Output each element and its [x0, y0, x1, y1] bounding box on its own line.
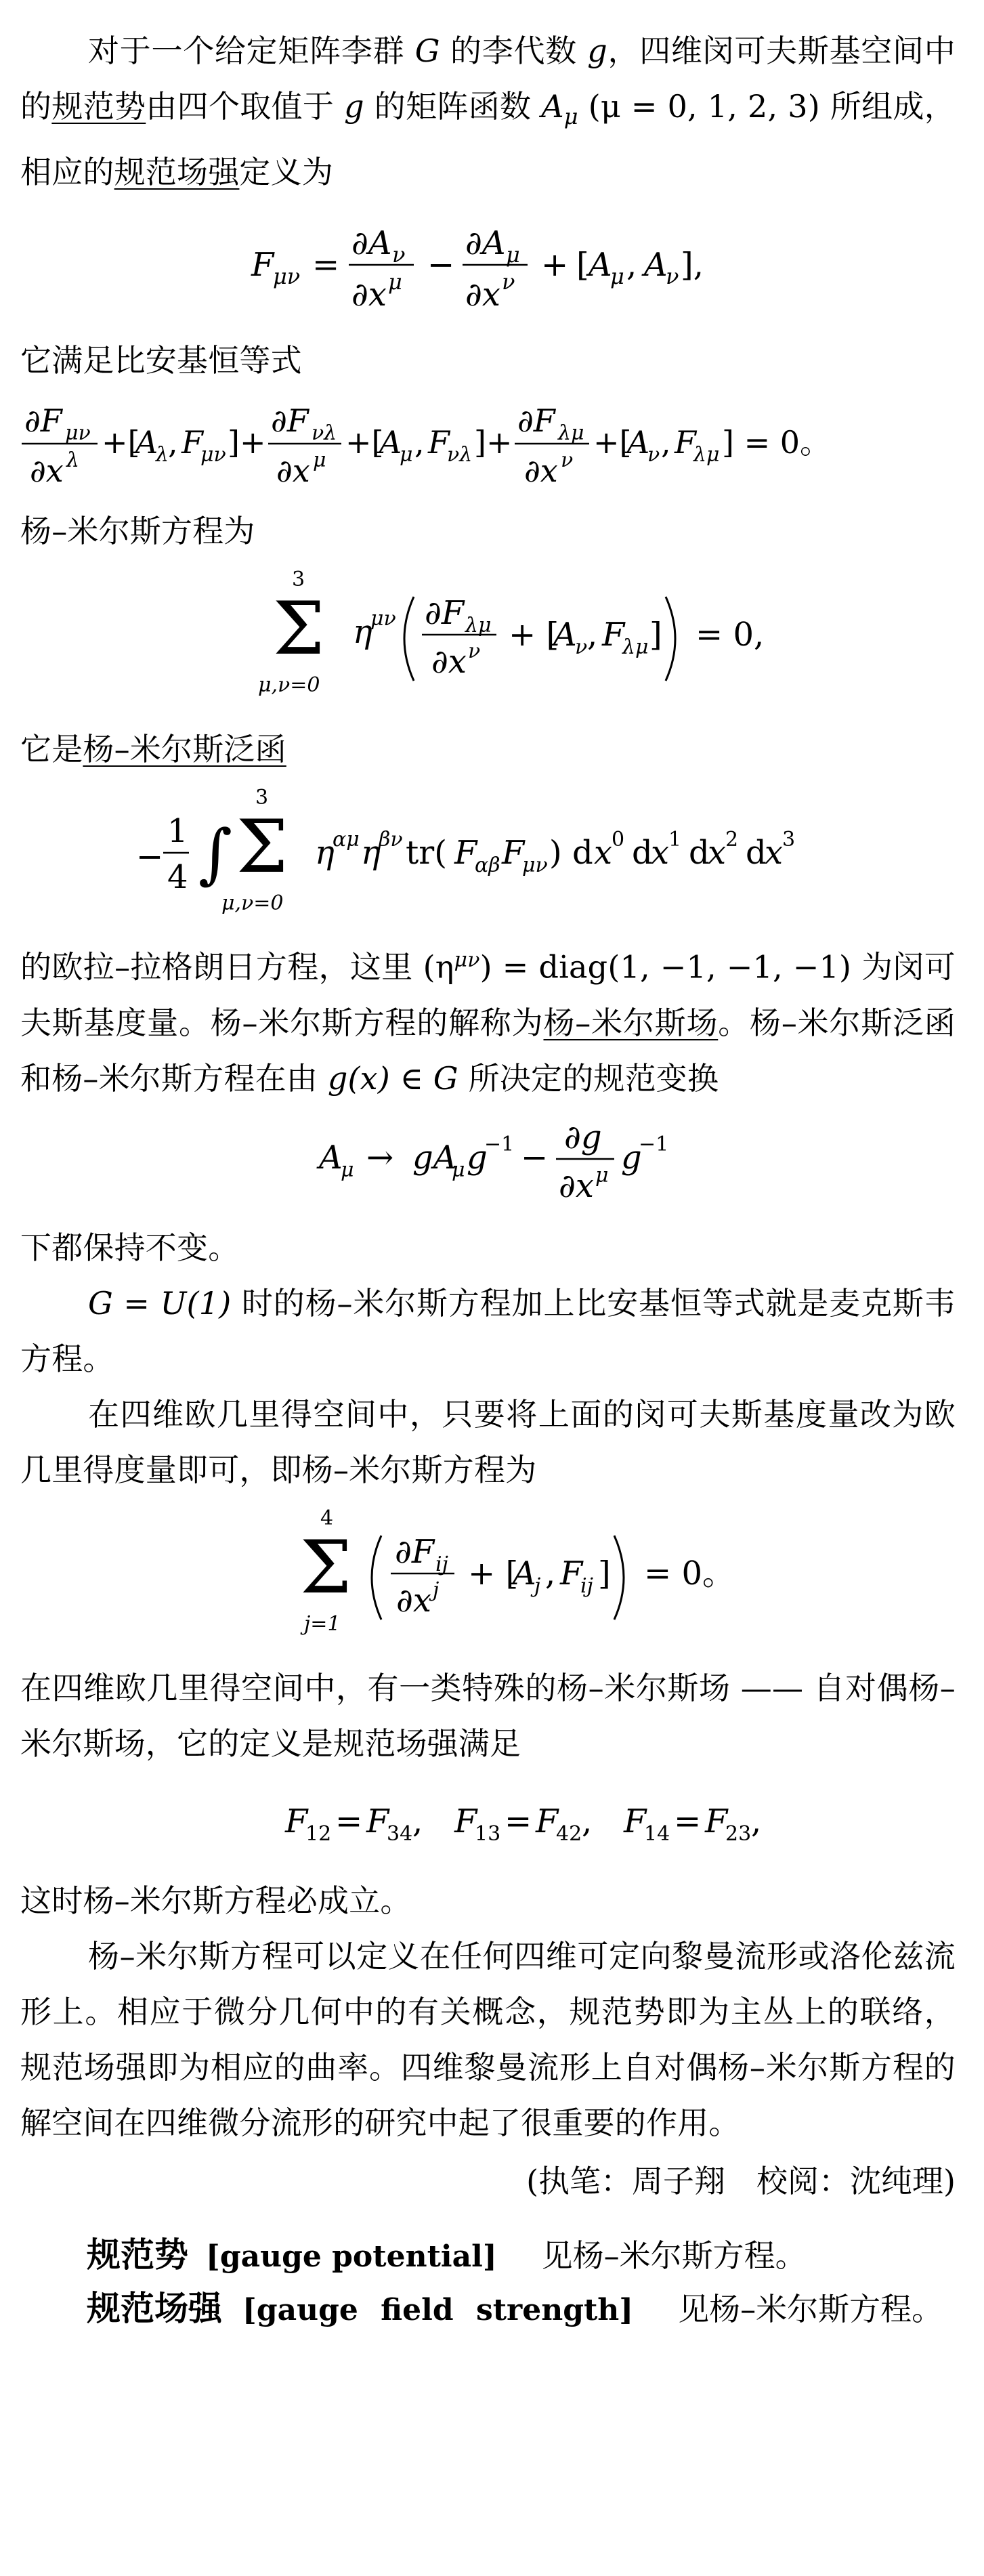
svg-text:μν: μν	[65, 421, 91, 446]
math-A: A	[541, 88, 564, 125]
svg-text:,: ,	[626, 246, 637, 284]
svg-text:],: ],	[680, 246, 704, 284]
svg-text:ij: ij	[580, 1574, 593, 1598]
svg-text:μ: μ	[451, 1158, 465, 1182]
math-G: G	[414, 33, 440, 69]
svg-text:ν: ν	[574, 635, 587, 660]
svg-text:μ: μ	[505, 242, 520, 268]
svg-text:F: F	[428, 424, 450, 461]
svg-text:d: d	[631, 834, 653, 872]
text: 定义为	[239, 154, 334, 191]
svg-text:λμ: λμ	[622, 635, 649, 660]
svg-text:=: =	[312, 246, 339, 284]
svg-text:αβ: αβ	[474, 853, 500, 878]
yang-mills-holds-text: 这时杨–米尔斯方程必成立。	[20, 1882, 412, 1919]
svg-text:F: F	[181, 424, 203, 461]
svg-text:42: 42	[555, 1821, 582, 1846]
text: 由四个取值于	[146, 88, 345, 125]
equation-bianchi	[20, 388, 956, 503]
math-gx: g(x) ∈ G	[327, 1059, 458, 1097]
svg-text:,: ,	[586, 616, 597, 654]
svg-text:F: F	[284, 1802, 307, 1840]
svg-text:μν: μν	[370, 607, 396, 631]
svg-text:η: η	[360, 834, 381, 872]
svg-text:14: 14	[643, 1821, 670, 1846]
text: 所决定的规范变换	[458, 1059, 719, 1097]
svg-text:+ [: + [	[508, 616, 559, 654]
svg-text:,: ,	[750, 1802, 761, 1840]
entry-headword: 规范势	[87, 2235, 188, 2275]
equation-functional	[20, 777, 956, 933]
svg-text:∂x: ∂x	[351, 276, 387, 314]
svg-text:∂F: ∂F	[394, 1532, 434, 1571]
svg-text:x: x	[650, 834, 669, 872]
text: 所组成，相应的	[20, 88, 956, 191]
term-yang-mills-field[interactable]: 杨–米尔斯场	[543, 1004, 719, 1041]
self-dual-paragraph: 在四维欧几里得空间中，有一类特殊的杨–米尔斯场 —— 自对偶杨–米尔斯场，它的定义是规范场强满足	[20, 1669, 956, 1762]
svg-text:F: F	[623, 1802, 646, 1840]
math-G-U1: G = U(1)	[88, 1284, 232, 1322]
svg-text:,: ,	[581, 1802, 592, 1840]
svg-text:23: 23	[725, 1821, 751, 1846]
svg-text:]: ]	[649, 616, 662, 654]
svg-text:+ [: + [	[467, 1554, 518, 1592]
svg-text:= 0,: = 0,	[695, 616, 764, 654]
svg-text:+[: +[	[345, 424, 384, 461]
svg-text:+[: +[	[593, 424, 632, 461]
svg-text:F: F	[675, 424, 696, 461]
svg-text:νλ: νλ	[312, 421, 337, 446]
svg-text:2: 2	[725, 828, 738, 852]
svg-text:ν: ν	[665, 263, 679, 290]
svg-text:1: 1	[668, 828, 681, 852]
svg-text:F: F	[366, 1802, 389, 1840]
svg-text:4: 4	[320, 1506, 333, 1530]
svg-text:λμ: λμ	[693, 443, 720, 467]
svg-text:−1: −1	[638, 1132, 668, 1156]
text: 的李代数	[440, 33, 588, 69]
svg-text:[: [	[576, 246, 589, 284]
svg-text:4: 4	[167, 858, 188, 897]
svg-text:αμ: αμ	[332, 828, 360, 852]
svg-text:3: 3	[782, 828, 795, 852]
svg-text:∂x: ∂x	[431, 643, 467, 681]
svg-text:F: F	[251, 246, 274, 284]
manifold-paragraph: 杨–米尔斯方程可以定义在任何四维可定向黎曼流形或洛伦兹流形上。相应于微分几何中的有关概念，规范势即为主丛上的联络，规范场强即为相应的曲率。四维黎曼流形上自对偶杨–米尔斯方程的解空间在四维微分流形的研究中起了很重要的作用。	[20, 1937, 956, 2141]
text: 对于一个给定矩阵李群	[88, 33, 415, 69]
yang-mills-intro: 杨–米尔斯方程为	[20, 513, 255, 550]
text: 时的杨–米尔斯方程加上比安基恒等式就是麦克斯韦方程。	[20, 1284, 956, 1377]
svg-text:F: F	[454, 834, 477, 872]
dictionary-entry-gauge-field-strength	[20, 2283, 956, 2336]
svg-text:η: η	[352, 613, 372, 652]
svg-text:A: A	[135, 424, 158, 461]
svg-text:F: F	[704, 1802, 727, 1840]
math-range: (μ = 0, 1, 2, 3)	[578, 88, 820, 125]
svg-text:F: F	[601, 616, 624, 654]
equation-euclidean-yang-mills	[20, 1498, 956, 1660]
equation-self-dual	[20, 1771, 956, 1873]
functional-intro	[20, 721, 956, 777]
invariance-text: 下都保持不变。	[20, 1229, 240, 1266]
svg-text:Σ: Σ	[272, 587, 324, 672]
term-gauge-potential[interactable]: 规范势	[51, 88, 146, 125]
intro-paragraph	[20, 23, 956, 200]
svg-text:tr(: tr(	[405, 834, 447, 872]
svg-text:μν: μν	[272, 263, 300, 290]
math-mu-nu: μν	[454, 948, 480, 973]
svg-text:ν: ν	[467, 639, 480, 664]
svg-text:∂x: ∂x	[30, 452, 64, 490]
svg-text:j=1: j=1	[303, 1611, 341, 1636]
svg-text:A: A	[643, 246, 668, 284]
svg-text:−: −	[520, 1138, 548, 1177]
svg-text:x: x	[593, 834, 612, 872]
svg-text:d: d	[688, 834, 710, 872]
svg-text:μν: μν	[200, 443, 226, 467]
svg-text:∂A: ∂A	[351, 224, 391, 263]
svg-text:∂x: ∂x	[276, 452, 310, 490]
svg-text:→: →	[366, 1138, 393, 1177]
entry-english: [gauge field strength]	[242, 2292, 634, 2327]
svg-text:j: j	[534, 1574, 540, 1598]
math-g: g	[587, 33, 607, 69]
svg-text:Σ: Σ	[236, 805, 288, 890]
svg-text:F: F	[559, 1554, 582, 1592]
math-mu: μ	[563, 104, 578, 130]
svg-text:μ: μ	[340, 1158, 354, 1182]
svg-text:]+: ]+	[474, 424, 513, 461]
svg-text:−: −	[135, 838, 163, 877]
svg-text:,: ,	[412, 1802, 423, 1840]
svg-text:gA: gA	[412, 1138, 456, 1177]
svg-text:A: A	[588, 246, 612, 284]
svg-text:λ: λ	[66, 448, 80, 473]
svg-text:=: =	[335, 1802, 362, 1840]
text: 。杨–米尔斯泛函和杨–米尔斯方程在由	[20, 1004, 956, 1097]
svg-text:−1: −1	[484, 1132, 514, 1156]
svg-text:μν: μν	[521, 853, 548, 878]
svg-text:A: A	[553, 616, 577, 654]
svg-text:A: A	[627, 424, 650, 461]
equation-gauge-transform	[20, 1106, 956, 1220]
svg-text:=: =	[673, 1802, 701, 1840]
equation-yang-mills	[20, 559, 956, 721]
svg-text:A: A	[318, 1138, 343, 1177]
svg-text:∂x: ∂x	[524, 452, 558, 490]
math-g: g	[344, 88, 364, 125]
svg-text:= 0。: = 0。	[643, 1554, 735, 1592]
svg-text:,: ,	[661, 424, 671, 461]
svg-text:λμ: λμ	[465, 614, 492, 638]
svg-text:∂F: ∂F	[271, 402, 309, 440]
svg-text:3: 3	[291, 568, 305, 592]
svg-text:∂x: ∂x	[395, 1581, 431, 1620]
text: ) = diag(1, −1, −1, −1) 为闵可夫斯基度量。杨–米尔斯方程的解称为	[20, 948, 956, 1041]
svg-text:μ,ν=0: μ,ν=0	[221, 891, 283, 916]
svg-text:ν: ν	[391, 242, 405, 268]
svg-text:∂x: ∂x	[558, 1166, 594, 1205]
svg-text:βν: βν	[378, 828, 403, 852]
svg-text:∫: ∫	[198, 816, 232, 892]
svg-text:ν: ν	[561, 448, 574, 473]
svg-text:,: ,	[414, 424, 425, 461]
entry-cross-reference[interactable]: 见杨–米尔斯方程。	[541, 2237, 807, 2274]
svg-text:∂F: ∂F	[24, 402, 62, 440]
svg-text:=: =	[504, 1802, 532, 1840]
svg-text:F: F	[454, 1802, 477, 1840]
svg-text:μ: μ	[595, 1163, 608, 1187]
text: 的矩阵函数	[364, 88, 542, 125]
svg-text:ij: ij	[435, 1552, 448, 1576]
svg-text:12: 12	[305, 1821, 331, 1846]
entry-headword: 规范场强	[87, 2288, 222, 2328]
svg-text:+: +	[540, 246, 568, 284]
svg-text:F: F	[535, 1802, 558, 1840]
euclidean-paragraph: 在四维欧几里得空间中，只要将上面的闵可夫斯基度量改为欧几里得度量即可，即杨–米尔斯方程为	[20, 1395, 956, 1488]
svg-text:]+: ]+	[228, 424, 266, 461]
svg-text:∂x: ∂x	[465, 276, 500, 314]
svg-text:] = 0。: ] = 0。	[722, 424, 831, 461]
svg-text:∂A: ∂A	[465, 224, 505, 263]
svg-text:A: A	[512, 1554, 536, 1592]
svg-text:∂g: ∂g	[563, 1118, 602, 1156]
svg-text:μ: μ	[313, 448, 326, 473]
svg-text:34: 34	[386, 1821, 412, 1846]
svg-text:νλ: νλ	[447, 443, 473, 467]
svg-text:A: A	[379, 424, 402, 461]
text: 的欧拉–拉格朗日方程，这里 (η	[20, 948, 454, 986]
maxwell-paragraph	[20, 1275, 956, 1387]
text: 它是	[20, 731, 83, 768]
svg-text:F: F	[501, 834, 524, 872]
svg-text:g: g	[620, 1138, 642, 1177]
svg-text:x: x	[707, 834, 726, 872]
svg-text:η: η	[314, 834, 335, 872]
entry-english: [gauge potential]	[206, 2239, 497, 2274]
svg-text:ν: ν	[501, 269, 515, 295]
svg-text:ν: ν	[647, 443, 660, 467]
svg-text:x: x	[764, 834, 783, 872]
svg-text:+[: +[	[102, 424, 140, 461]
svg-text:d: d	[745, 834, 767, 872]
entry-cross-reference[interactable]: 见杨–米尔斯方程。	[678, 2290, 943, 2327]
svg-text:]: ]	[597, 1554, 611, 1592]
dictionary-entry-gauge-potential	[20, 2229, 956, 2283]
svg-text:Σ: Σ	[299, 1525, 351, 1610]
svg-text:μ: μ	[400, 443, 413, 467]
svg-text:μ: μ	[609, 263, 624, 290]
svg-text:−: −	[427, 246, 454, 284]
svg-text:λ: λ	[156, 443, 169, 467]
svg-text:μ: μ	[387, 269, 402, 295]
svg-text:,: ,	[168, 424, 178, 461]
term-gauge-field-strength[interactable]: 规范场强	[114, 154, 240, 191]
svg-text:0: 0	[611, 828, 624, 852]
term-yang-mills-functional[interactable]: 杨–米尔斯泛函	[83, 731, 286, 768]
svg-text:λμ: λμ	[558, 421, 584, 446]
euler-lagrange-paragraph	[20, 933, 956, 1105]
svg-text:∂F: ∂F	[424, 594, 464, 633]
text: ，四维闵可夫斯基空间中的	[20, 33, 956, 125]
svg-text:,: ,	[544, 1554, 555, 1592]
svg-text:) d: ) d	[549, 834, 593, 872]
svg-text:j: j	[432, 1578, 439, 1602]
svg-text:13: 13	[474, 1821, 500, 1846]
equation-field-strength	[20, 200, 956, 333]
svg-text:∂F: ∂F	[517, 402, 555, 440]
svg-text:3: 3	[255, 786, 268, 810]
svg-text:μ,ν=0: μ,ν=0	[257, 673, 320, 698]
svg-text:g: g	[466, 1138, 488, 1177]
svg-text:1: 1	[167, 812, 188, 851]
author-credit: (执笔：周子翔 校阅：沈纯理)	[526, 2162, 956, 2199]
bianchi-intro: 它满足比安基恒等式	[20, 342, 302, 379]
